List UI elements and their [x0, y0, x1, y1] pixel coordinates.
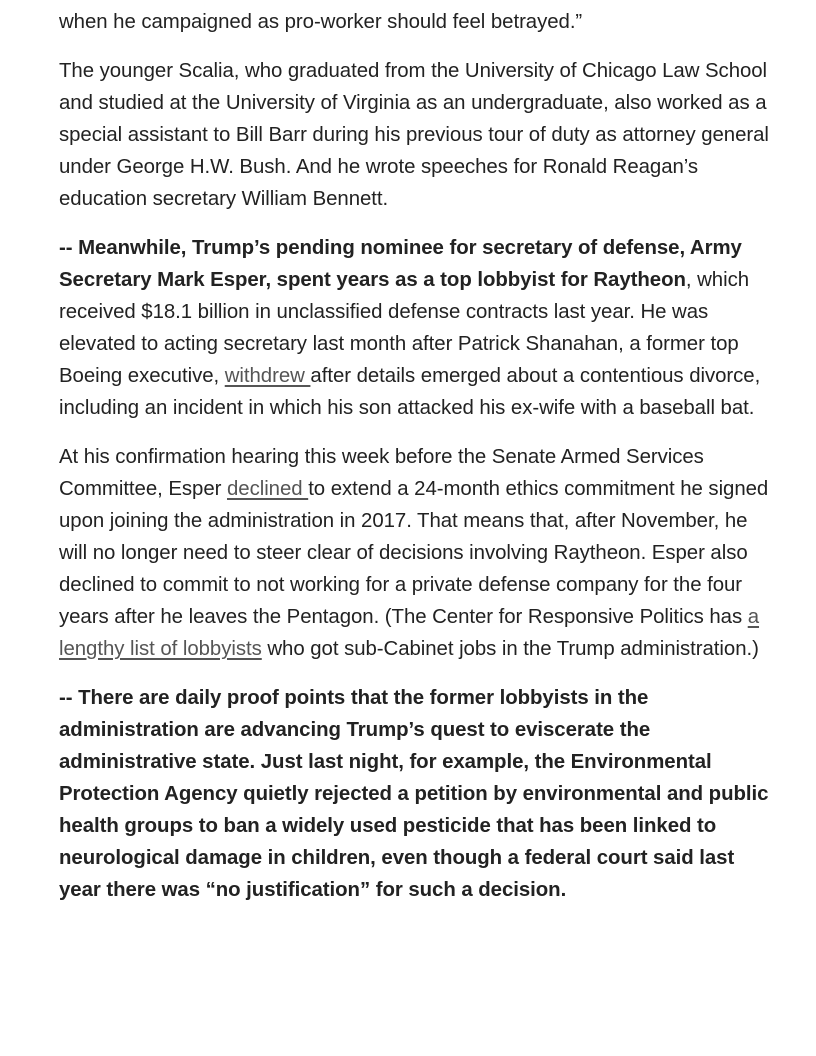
paragraph-scalia: [59, 55, 779, 215]
paragraph-confirmation-hearing: [59, 441, 779, 665]
declined-link[interactable]: declined: [227, 478, 309, 500]
article-body: [59, 6, 779, 923]
paragraph-text: after details emerged about a contentious divorce, including an incident in which his son attacked his ex-wife with a baseball bat.: [59, 365, 761, 419]
bold-lead-text: -- Meanwhile, Trump’s pending nominee for secretary of defense, Army Secretary Mark Esper, spent years as a top lobbyist for Raytheon: [59, 237, 742, 291]
paragraph-text: who got sub-Cabinet jobs in the Trump administration.): [261, 638, 759, 660]
paragraph-text: The younger Scalia, who graduated from the University of Chicago Law School and studied at the University of Virginia as an undergraduate, also worked as a special assistant to Bill Barr during his previous tour of duty as attorney general under George H.W. Bush. And he wrote speeches for Ronald Reagan’s education secretary William Bennett.: [59, 60, 769, 210]
paragraph-text: to extend a 24-month ethics commitment he signed upon joining the administration in 2017. That means that, after November, he will no longer need to steer clear of decisions involving Raytheon. Esper also declined to commit to not working for a private defense company for the four years after he leaves the Pentagon. (The Center for Responsive Politics has: [59, 478, 769, 628]
paragraph-text: -- There are daily proof points that the former lobbyists in the administration are advancing Trump’s quest to eviscerate the administrative state. Just last night, for example, the Environmental Protection Agency quietly rejected a petition by environmental and public health groups to ban a widely used pesticide that has been linked to neurological damage in children, even though a federal court said last year there was “no justification” for such a decision.: [59, 687, 769, 901]
paragraph-text: , which received $18.1 billion in unclassified defense contracts last year. He was elevated to acting secretary last month after Patrick Shanahan, a former top Boeing executive,: [59, 269, 750, 387]
lobbyists-list-link[interactable]: a lengthy list of lobbyists: [59, 606, 760, 660]
paragraph-esper: [59, 232, 779, 424]
withdrew-link[interactable]: withdrew: [224, 365, 311, 387]
paragraph-epa-pesticide: [59, 682, 779, 906]
paragraph-text: when he campaigned as pro-worker should feel betrayed.”: [59, 11, 583, 33]
paragraph-text: At his confirmation hearing this week before the Senate Armed Services Committee, Esper: [59, 446, 704, 500]
paragraph-betrayed: [59, 6, 779, 38]
